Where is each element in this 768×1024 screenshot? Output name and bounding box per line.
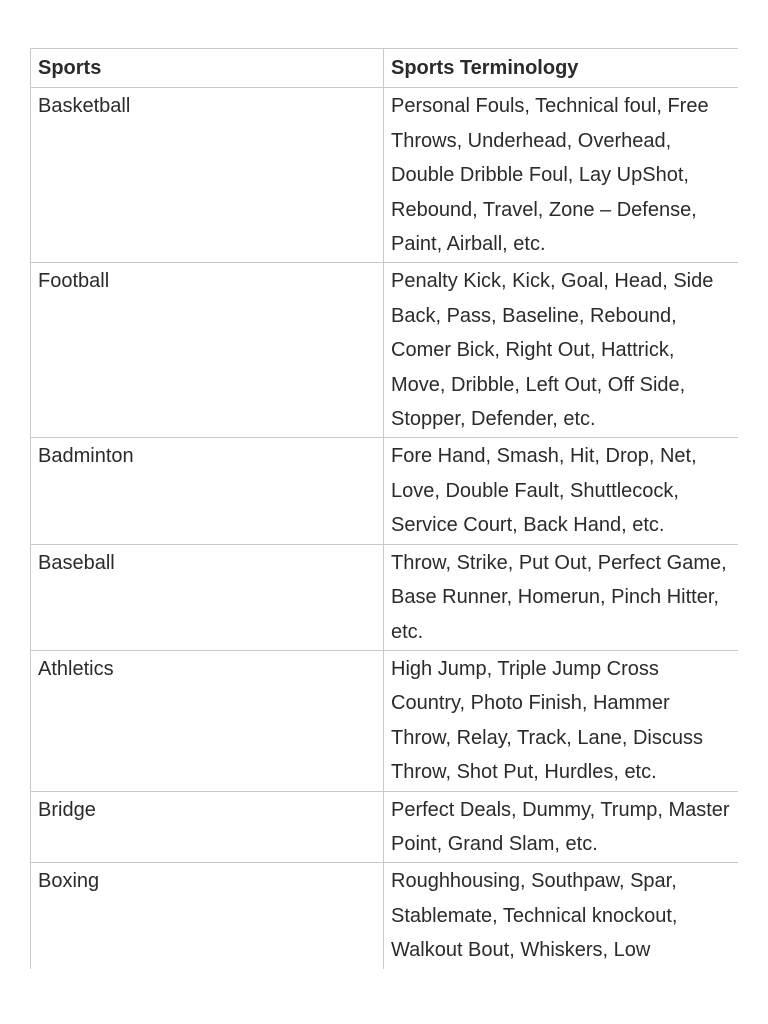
- sport-name-cell: Bridge: [31, 791, 384, 863]
- sport-name-cell: Basketball: [31, 88, 384, 263]
- sport-terms-cell: Throw, Strike, Put Out, Perfect Game, Base Runner, Homerun, Pinch Hitter, etc.: [384, 544, 739, 650]
- sport-name-cell: Boxing: [31, 863, 384, 969]
- table-row: [31, 650, 739, 791]
- table-row: [31, 88, 739, 263]
- sport-terms-cell: Fore Hand, Smash, Hit, Drop, Net, Love, Double Fault, Shuttlecock, Service Court, Back Hand, etc.: [384, 438, 739, 544]
- table-row: [31, 544, 739, 650]
- sport-terms-cell: Perfect Deals, Dummy, Trump, Master Point, Grand Slam, etc.: [384, 791, 739, 863]
- header-row: [31, 49, 739, 88]
- sport-terms-cell: Personal Fouls, Technical foul, Free Throws, Underhead, Overhead, Double Dribble Foul, Lay UpShot, Rebound, Travel, Zone – Defense, Paint, Airball, etc.: [384, 88, 739, 263]
- sport-name-cell: Baseball: [31, 544, 384, 650]
- table-row: [31, 438, 739, 544]
- table-row: [31, 863, 739, 969]
- sports-terminology-table-container: [30, 48, 738, 972]
- table-body: [31, 88, 739, 969]
- header-sports: Sports: [31, 49, 384, 88]
- sport-terms-cell: High Jump, Triple Jump Cross Country, Photo Finish, Hammer Throw, Relay, Track, Lane, Discuss Throw, Shot Put, Hurdles, etc.: [384, 650, 739, 791]
- sport-terms-cell: Penalty Kick, Kick, Goal, Head, Side Back, Pass, Baseline, Rebound, Comer Bick, Right Out, Hattrick, Move, Dribble, Left Out, Off Side, Stopper, Defender, etc.: [384, 263, 739, 438]
- table-header: [31, 49, 739, 88]
- sport-name-cell: Badminton: [31, 438, 384, 544]
- sport-name-cell: Football: [31, 263, 384, 438]
- sport-name-cell: Athletics: [31, 650, 384, 791]
- header-sports-terminology: Sports Terminology: [384, 49, 739, 88]
- sports-terminology-table: [30, 48, 738, 969]
- sport-terms-cell: Roughhousing, Southpaw, Spar, Stablemate, Technical knockout, Walkout Bout, Whiskers, Low: [384, 863, 739, 969]
- table-row: [31, 791, 739, 863]
- table-row: [31, 263, 739, 438]
